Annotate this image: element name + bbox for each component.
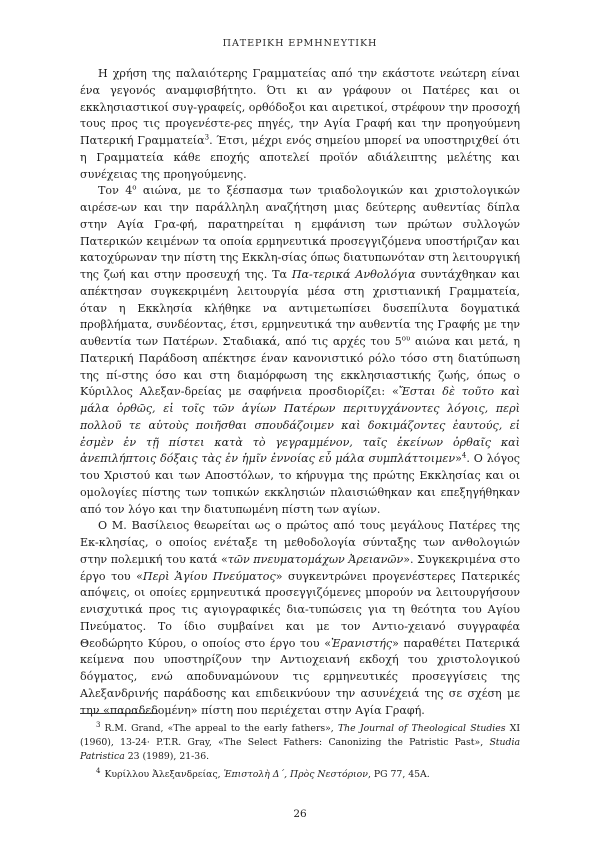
- footnote-3-number: 3: [96, 720, 101, 729]
- footnote-4-text-b: , PG 77, 45A.: [367, 769, 430, 780]
- paragraph-1-text-a: Η χρήση της παλαιότερης Γραμματείας από την εκάστοτε νεώτερη είναι ένα γεγονός αναμφισβήτητο. Ότι κι αν γράφουν οι Πατέρες και οι εκκλησιαστικοί συγ-γραφείς, ορθόδοξοι και αιρετικοί, στρέφουν την προσοχή τους προς τις προγενέστε-ρες πηγές, την Αγία Γραφή και την προηγούμενη Πατερική Γραμματεία: [80, 67, 520, 147]
- footnote-3-text-a: R.M. Grand, «The appeal to the early fathers»,: [104, 723, 338, 734]
- footnote-ref-3[interactable]: 3: [204, 133, 210, 142]
- italic-work-title-eranistis: Ἐρανιστής: [331, 636, 393, 650]
- page-number: 26: [293, 808, 307, 820]
- paragraph-3-text-c: » συγκεντρώνει προγενέστερες Πατερικές απόψεις, οι οποίες ερμηνευτικά προσεγγιζόμενες μπορούν να λειτουργήσουν ενισχυτικά προς τις αγιογραφικές δια-τυπώσεις για τη θεότητα του Αγίου Πνεύματος. Το ίδιο συμβαίνει και με τον Αντιο-χειανό συγγραφέα Θεοδώρητο Κύρου, ο οποίος στο έργο του «: [80, 569, 520, 650]
- footnote-4-text-a: Κυρίλλου Ἀλεξανδρείας,: [104, 769, 224, 780]
- main-text: [80, 66, 520, 719]
- footnote-3-text-c: 23 (1989), 21-36.: [124, 751, 210, 762]
- paragraph-2-text-c: συντάχθηκαν και απέκτησαν συγκεκριμένη λειτουργία μέσα στη χριστιανική Γραμματεία, όταν η Εκκλησία κλήθηκε να αντιμετωπίσει δυσεπίλυτα δογματικά προβλήματα, συνδέοντας, έτσι, ερμηνευτικά την αυθεντία της Γραφής με την αυθεντία των Πατέρων. Σταδιακά, από τις αρχές του 5: [80, 268, 521, 348]
- paragraph-3-text-d: » παραθέτει Πατερικά κείμενα που υποστηρίζουν την Αντιοχειανή εκδοχή του χριστολογικού δόγματος, ενώ αποδυναμώνουν τις ερμηνευτικές προσεγγίσεις της Αλεξανδρινής παράδοσης και επιδεικνύουν την ασυνέχειά της σε σχέση με την «παραδεδομένη» πίστη που περιέχεται στην Αγία Γραφή.: [80, 636, 520, 717]
- italic-work-title-peri-agiou-pneumatos: Περὶ Ἁγίου Πνεύματος: [142, 569, 276, 583]
- footnote-3-text-b: XI (1960), 13-24· P.T.R. Gray, «The Select Fathers: Canonizing the Patristic Past»,: [80, 723, 521, 748]
- paragraph-1: [80, 66, 520, 183]
- paragraph-2-text-b: αιώνα, με το ξέσπασμα των τριαδολογικών και χριστολογικών αιρέσε-ων και την παράλληλη αναζήτηση μιας δεύτερης αυθεντίας δίπλα στην Αγία Γρα-φή, παρατηρείται η εμφάνιση των πρώτων συλλογών Πατερικών κειμένων τα οποία ερμηνευτικά προσεγγιζόμενα υποστήριζαν και κατοχύρωναν την πίστη της Εκκλη-σίας όπως διατυπωνόταν στη λειτουργική της ζωή και στην προσευχή της. Τα: [80, 184, 520, 281]
- footnote-4-number: 4: [96, 766, 101, 775]
- italic-term-anthologia: Πα-τερικά Ανθολόγια: [291, 268, 416, 281]
- footnote-4: [80, 768, 520, 782]
- footnotes: [80, 722, 520, 786]
- paragraph-3-text-a: Ο Μ. Βασίλειος θεωρείται ως ο πρώτος από τους μεγάλους Πατέρες της Εκ-κλησίας, ο οποίος ενέταξε τη μεθοδολογία σύνταξης των ανθολογιών στην πολεμική του κατά «: [80, 519, 520, 566]
- running-title: ΠΑΤΕΡΙΚΗ ΕΡΜΗΝΕΥΤΙΚΗ: [222, 38, 378, 49]
- paragraph-2-text-d: αιώνα και μετά, η Πατερική Παράδοση απέκτησε έναν κανονιστικό ρόλο τόσο στη διατύπωση της πί-στης όσο και στη διαμόρφωση της εκκλησιαστικής ζωής, όπως ο Κύριλλος Αλεξαν-δρείας με σαφήνεια προσδιορίζει: «: [80, 335, 520, 399]
- paragraph-2-text-f: . Ο λόγος του Χριστού και των Αποστόλων, το κήρυγμα της πρώτης Εκκλησίας και οι ομολογίες πίστης των τοπικών εκκλησιών πλαισιώθηκαν και επεξηγήθηκαν από τον λόγο και την διατυπωμένη πίστη των αγίων.: [80, 452, 520, 516]
- footnote-3-journal-2: Studia Patristica: [80, 737, 520, 762]
- footnote-ref-4[interactable]: 4: [461, 451, 467, 460]
- paragraph-2-text-e: »: [455, 452, 462, 466]
- footnote-4-work: Ἐπιστολὴ Δ΄, Πρὸς Νεστόριον: [223, 769, 368, 780]
- ordinal-superscript: ου: [401, 334, 411, 343]
- paragraph-2-text-a: Τον 4: [98, 184, 133, 198]
- ordinal-superscript: ο: [132, 183, 137, 192]
- paragraph-2: [80, 183, 520, 518]
- greek-quotation: Ἔσται δὲ τοῦτο καὶ μάλα ὀρθῶς, εἰ τοῖς τῶν ἁγίων Πατέρων περιτυγχάνοντες λόγοις, περὶ πολλοῦ τε αὐτοὺς ποιῆσθαι σπουδάζοιμεν καὶ δοκιμάζοντες ἑαυτούς, εἰ ἐσμὲν ἐν τῇ πίστει κατὰ τὸ γεγραμμένον, ταῖς ἐκείνων ὀρθαῖς καὶ ἀνεπιλήπτοις δόξαις τὰς ἐν ἡμῖν ἐννοίας εὖ μάλα συμπλάττοιμεν: [80, 385, 520, 466]
- paragraph-1-text-b: . Έτσι, μέχρι ενός σημείου μπορεί να υποστηριχθεί ότι η Γραμματεία κάθε εποχής αποτελεί προϊόν αδιάλειπτης μελέτης και συνέχειας της προηγούμενης.: [80, 134, 520, 181]
- paragraph-3-text-b: ». Συγκεκριμένα στο έργο του «: [80, 552, 521, 583]
- footnote-3: [80, 722, 520, 764]
- paragraph-3: [80, 518, 520, 719]
- footnote-3-journal: The Journal of Theological Studies: [337, 723, 506, 734]
- italic-term-pneumatomachon: τῶν πνευματομάχων Ἀρειανῶν: [227, 552, 404, 566]
- footnote-separator: [80, 713, 158, 714]
